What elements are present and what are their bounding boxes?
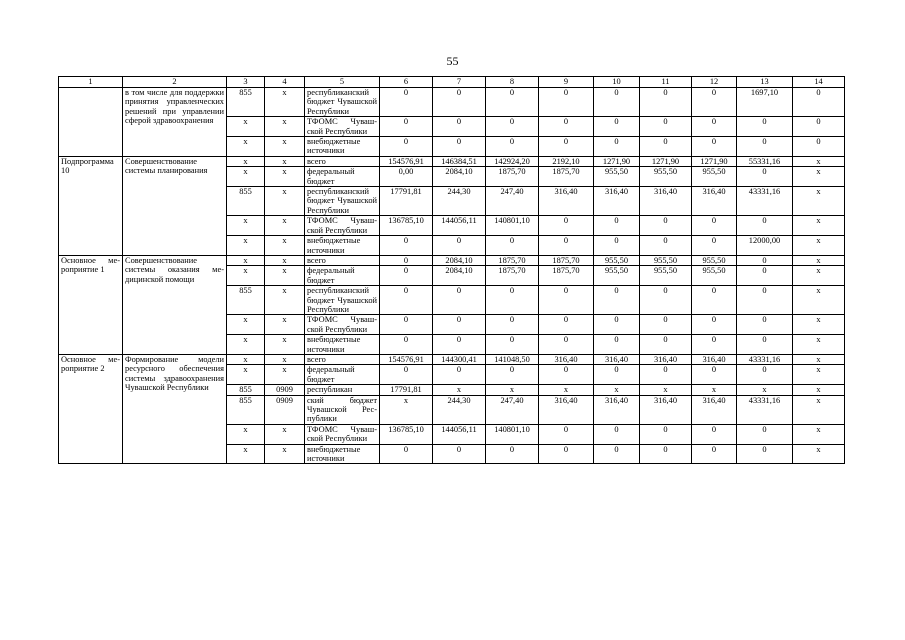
value-cell: 0 [486,88,539,117]
table-row [59,156,845,166]
value-cell: x [433,385,486,395]
value-cell: 0 [692,335,737,355]
value-cell: x [793,365,845,385]
grbs-cell: 855 [227,187,265,216]
rzpr-cell: x [265,137,305,157]
value-cell: x [640,385,692,395]
value-cell: 0 [380,286,433,315]
funding-source-cell: федеральный бюджет [305,365,380,385]
value-cell: 17791,81 [380,385,433,395]
grbs-cell: 855 [227,88,265,117]
value-cell: 1875,70 [539,266,594,286]
value-cell: 0 [433,365,486,385]
value-cell: 1697,10 [737,88,793,117]
column-number: 8 [486,77,539,88]
value-cell: 955,50 [640,255,692,265]
value-cell: 0 [640,286,692,315]
grbs-cell: 855 [227,395,265,424]
value-cell: 141048,50 [486,354,539,364]
grbs-cell: x [227,117,265,137]
value-cell: 0 [640,88,692,117]
column-number: 2 [123,77,227,88]
rzpr-cell: x [265,354,305,364]
value-cell: x [793,236,845,256]
value-cell: x [594,385,640,395]
value-cell: 0 [594,335,640,355]
funding-source-cell: федеральный бюджет [305,266,380,286]
value-cell: 0 [737,315,793,335]
value-cell: 0 [692,236,737,256]
column-number: 13 [737,77,793,88]
value-cell: 0 [539,365,594,385]
value-cell: 55331,16 [737,156,793,166]
value-cell: 0 [692,117,737,137]
value-cell: x [692,385,737,395]
value-cell: x [793,266,845,286]
table-row [59,255,845,265]
value-cell: 1875,70 [486,255,539,265]
value-cell: 0 [640,117,692,137]
value-cell: 955,50 [692,255,737,265]
value-cell: 316,40 [594,395,640,424]
column-number: 3 [227,77,265,88]
value-cell: 0,00 [380,167,433,187]
value-cell: 0 [640,335,692,355]
value-cell: 0 [737,117,793,137]
value-cell: x [793,286,845,315]
value-cell: 0 [486,286,539,315]
funding-source-cell: республиканский бюджет Чувашской Республики [305,187,380,216]
value-cell: 12000,00 [737,236,793,256]
grbs-cell: x [227,444,265,464]
value-cell: 43331,16 [737,187,793,216]
value-cell: 316,40 [594,187,640,216]
value-cell: x [793,216,845,236]
value-cell: 244,30 [433,395,486,424]
value-cell: 316,40 [539,187,594,216]
grbs-cell: x [227,167,265,187]
value-cell: x [380,395,433,424]
value-cell: x [793,167,845,187]
value-cell: 0 [433,88,486,117]
funding-source-cell: ский бюджет Чувашской Республики [305,395,380,424]
value-cell: 955,50 [692,266,737,286]
value-cell: 2084,10 [433,167,486,187]
value-cell: 0 [486,335,539,355]
value-cell: 0 [737,216,793,236]
value-cell: 316,40 [692,187,737,216]
value-cell: 2084,10 [433,255,486,265]
value-cell: 140801,10 [486,424,539,444]
value-cell: 0 [692,286,737,315]
page-number: 55 [446,54,459,68]
value-cell: 0 [594,216,640,236]
value-cell: x [793,315,845,335]
value-cell: x [486,385,539,395]
value-cell: 2192,10 [539,156,594,166]
column-number: 11 [640,77,692,88]
funding-source-cell: всего [305,354,380,364]
value-cell: 244,30 [433,187,486,216]
funding-source-cell: внебюджетные источники [305,236,380,256]
value-cell: 144056,11 [433,424,486,444]
value-cell: x [793,187,845,216]
value-cell: 0 [380,365,433,385]
value-cell: 0 [539,444,594,464]
grbs-cell: x [227,335,265,355]
value-cell: 955,50 [640,266,692,286]
column-number: 6 [380,77,433,88]
value-cell: 0 [640,315,692,335]
funding-source-cell: внебюджетные источники [305,444,380,464]
value-cell: x [793,385,845,395]
value-cell: x [793,335,845,355]
value-cell: x [737,385,793,395]
grbs-cell: x [227,354,265,364]
value-cell: 955,50 [594,255,640,265]
value-cell: 136785,10 [380,216,433,236]
value-cell: 0 [594,117,640,137]
value-cell: 955,50 [594,167,640,187]
value-cell: 1875,70 [486,266,539,286]
value-cell: 1271,90 [692,156,737,166]
budget-table [58,76,845,464]
value-cell: 0 [380,255,433,265]
value-cell: 0 [486,236,539,256]
value-cell: 0 [737,365,793,385]
value-cell: 0 [692,88,737,117]
value-cell: 0 [640,216,692,236]
value-cell: 0 [380,117,433,137]
grbs-cell: x [227,365,265,385]
value-cell: x [793,395,845,424]
value-cell: 0 [539,88,594,117]
column-number: 12 [692,77,737,88]
value-cell: 0 [380,335,433,355]
value-cell: 0 [380,444,433,464]
value-cell: 0 [640,365,692,385]
column-number: 9 [539,77,594,88]
value-cell: 0 [737,137,793,157]
value-cell: 0 [793,137,845,157]
value-cell: 0 [539,216,594,236]
value-cell: 0 [539,236,594,256]
value-cell: 0 [539,286,594,315]
column-number: 4 [265,77,305,88]
column-number: 5 [305,77,380,88]
value-cell: 316,40 [640,187,692,216]
value-cell: 0 [486,365,539,385]
value-cell: 1875,70 [486,167,539,187]
funding-source-cell: всего [305,156,380,166]
grbs-cell: x [227,266,265,286]
funding-source-cell: ТФОМС Чувашской Республики [305,315,380,335]
value-cell: 144300,41 [433,354,486,364]
value-cell: 0 [594,236,640,256]
value-cell: 144056,11 [433,216,486,236]
value-cell: 0 [433,335,486,355]
value-cell: 0 [594,365,640,385]
value-cell: x [793,156,845,166]
funding-source-cell: ТФОМС Чувашской Республики [305,424,380,444]
value-cell: 316,40 [640,395,692,424]
value-cell: 0 [433,444,486,464]
rzpr-cell: x [265,335,305,355]
grbs-cell: x [227,137,265,157]
value-cell: 0 [640,137,692,157]
grbs-cell: x [227,236,265,256]
header-row [59,77,845,88]
value-cell: 146384,51 [433,156,486,166]
value-cell: 0 [692,137,737,157]
value-cell: 0 [737,444,793,464]
column-number: 7 [433,77,486,88]
grbs-cell: x [227,156,265,166]
value-cell: 0 [692,315,737,335]
value-cell: 1271,90 [594,156,640,166]
funding-source-cell: республиканский бюджет Чувашской Республики [305,88,380,117]
grbs-cell: x [227,424,265,444]
rzpr-cell: x [265,286,305,315]
column-number: 10 [594,77,640,88]
grbs-cell: 855 [227,286,265,315]
value-cell: 17791,81 [380,187,433,216]
value-cell: 0 [380,236,433,256]
value-cell: 0 [380,137,433,157]
value-cell: 0 [594,137,640,157]
value-cell: 0 [594,286,640,315]
value-cell: 0 [640,424,692,444]
value-cell: 0 [640,236,692,256]
grbs-cell: 855 [227,385,265,395]
value-cell: 0 [433,315,486,335]
value-cell: 0 [433,286,486,315]
rzpr-cell: x [265,156,305,166]
value-cell: 0 [737,286,793,315]
value-cell: 0 [692,424,737,444]
rzpr-cell: x [265,88,305,117]
value-cell: 247,40 [486,187,539,216]
value-cell: 0 [539,335,594,355]
funding-source-cell: внебюджетные источники [305,335,380,355]
value-cell: 1271,90 [640,156,692,166]
value-cell: 0 [594,88,640,117]
value-cell: 0 [692,216,737,236]
value-cell: x [793,424,845,444]
rzpr-cell: x [265,424,305,444]
table-row [59,88,845,117]
value-cell: 0 [594,424,640,444]
rzpr-cell: 0909 [265,385,305,395]
value-cell: 0 [539,315,594,335]
rzpr-cell: x [265,167,305,187]
value-cell: 0 [380,315,433,335]
rzpr-cell: x [265,187,305,216]
value-cell: 154576,91 [380,354,433,364]
value-cell: 0 [433,236,486,256]
value-cell: 316,40 [692,395,737,424]
rzpr-cell: x [265,236,305,256]
value-cell: 955,50 [692,167,737,187]
funding-source-cell: ТФОМС Чувашской Республики [305,216,380,236]
rzpr-cell: x [265,266,305,286]
value-cell: 0 [737,266,793,286]
table-row [59,354,845,364]
value-cell: 0 [692,444,737,464]
funding-source-cell: внебюджетные источники [305,137,380,157]
value-cell: 0 [380,266,433,286]
grbs-cell: x [227,216,265,236]
value-cell: 0 [486,444,539,464]
column-number: 1 [59,77,123,88]
value-cell: 955,50 [640,167,692,187]
rzpr-cell: x [265,216,305,236]
value-cell: 43331,16 [737,395,793,424]
value-cell: 316,40 [539,354,594,364]
program-name-cell: Совершенствование системы оказания медицинской помощи [123,255,227,354]
value-cell: 0 [539,117,594,137]
funding-source-cell: республикан [305,385,380,395]
funding-source-cell: ТФОМС Чувашской Республики [305,117,380,137]
value-cell: 0 [737,255,793,265]
rzpr-cell: x [265,365,305,385]
funding-source-cell: федеральный бюджет [305,167,380,187]
value-cell: 0 [737,424,793,444]
value-cell: 154576,91 [380,156,433,166]
value-cell: 1875,70 [539,167,594,187]
value-cell: 43331,16 [737,354,793,364]
value-cell: 316,40 [594,354,640,364]
grbs-cell: x [227,255,265,265]
rzpr-cell: x [265,255,305,265]
value-cell: 247,40 [486,395,539,424]
rzpr-cell: x [265,117,305,137]
value-cell: 0 [793,88,845,117]
value-cell: 0 [486,117,539,137]
value-cell: 1875,70 [539,255,594,265]
program-name-cell: в том числе для поддержки принятия управленческих решений при управлении сферой здравоохранения [123,88,227,157]
value-cell: 316,40 [640,354,692,364]
program-name-cell: Формирование модели ресурсного обеспечения системы здравоохранения Чувашской Республики [123,354,227,463]
program-name-cell: Совершенствование системы планирования [123,156,227,255]
value-cell: 316,40 [539,395,594,424]
value-cell: 0 [692,365,737,385]
rzpr-cell: x [265,444,305,464]
value-cell: 316,40 [692,354,737,364]
value-cell: 0 [640,444,692,464]
value-cell: 0 [433,137,486,157]
value-cell: x [539,385,594,395]
value-cell: 0 [433,117,486,137]
program-cell: Подпрограмма 10 [59,156,123,255]
funding-source-cell: всего [305,255,380,265]
grbs-cell: x [227,315,265,335]
value-cell: 2084,10 [433,266,486,286]
rzpr-cell: x [265,315,305,335]
value-cell: 0 [539,137,594,157]
value-cell: 0 [793,117,845,137]
value-cell: 0 [737,167,793,187]
value-cell: 0 [486,137,539,157]
funding-source-cell: республиканский бюджет Чувашской Республики [305,286,380,315]
program-cell: Основное мероприятие 2 [59,354,123,463]
value-cell: x [793,354,845,364]
value-cell: x [793,444,845,464]
value-cell: 0 [737,335,793,355]
value-cell: 0 [539,424,594,444]
value-cell: 0 [594,315,640,335]
value-cell: 955,50 [594,266,640,286]
value-cell: 0 [486,315,539,335]
column-number: 14 [793,77,845,88]
value-cell: 0 [594,444,640,464]
value-cell: 140801,10 [486,216,539,236]
program-cell: Основное мероприятие 1 [59,255,123,354]
value-cell: 136785,10 [380,424,433,444]
program-cell [59,88,123,157]
value-cell: 0 [380,88,433,117]
value-cell: 142924,20 [486,156,539,166]
rzpr-cell: 0909 [265,395,305,424]
value-cell: x [793,255,845,265]
